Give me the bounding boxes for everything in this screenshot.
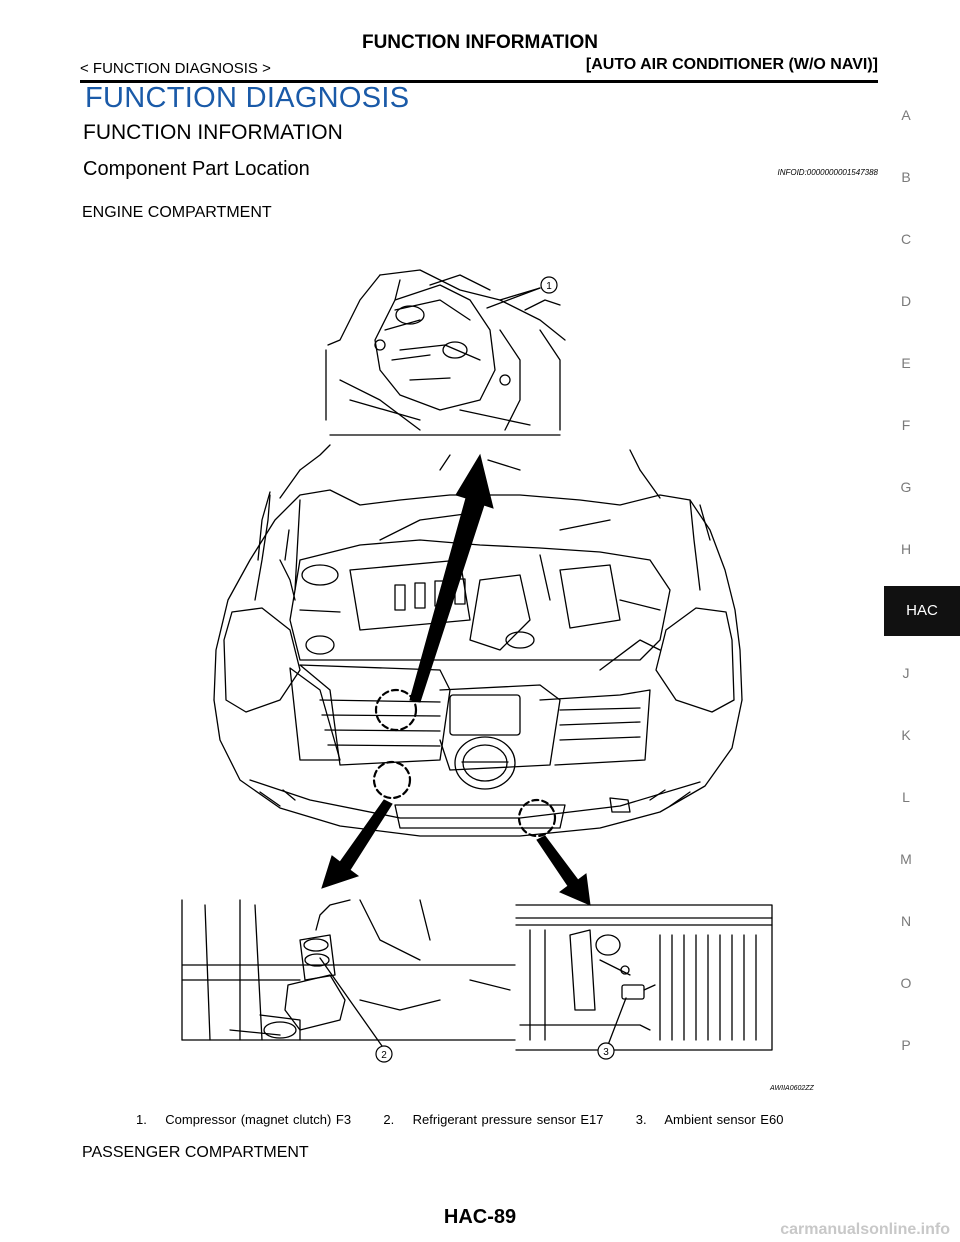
watermark: carmanualsonline.info: [780, 1221, 950, 1238]
side-index-l[interactable]: L: [902, 789, 910, 805]
running-header-right: [AUTO AIR CONDITIONER (W/O NAVI)]: [585, 56, 878, 73]
compressor-inset: [326, 270, 565, 435]
callout-1: 1: [546, 281, 552, 292]
subsection-title: FUNCTION INFORMATION: [83, 121, 343, 144]
pressure-sensor-inset: [182, 900, 515, 1040]
side-index-f[interactable]: F: [901, 417, 911, 433]
callout-3: 3: [603, 1047, 609, 1058]
side-index-hac-active[interactable]: HAC: [884, 586, 960, 636]
side-index-m[interactable]: M: [900, 851, 912, 867]
running-header-title: FUNCTION INFORMATION: [361, 32, 599, 53]
figure-code: AWIIA0602ZZ: [770, 1085, 814, 1092]
side-index-n[interactable]: N: [900, 913, 912, 929]
running-header-left: < FUNCTION DIAGNOSIS >: [80, 60, 271, 77]
page-number: HAC-89: [443, 1206, 517, 1228]
side-index-o[interactable]: O: [900, 975, 912, 991]
topic-title: Component Part Location: [83, 158, 310, 180]
figure-caption: 1. Compressor (magnet clutch) F3 2. Refrigerant pressure sensor E17 3. Ambient sensor E60: [136, 1112, 784, 1127]
side-index-b[interactable]: B: [901, 169, 911, 185]
side-index-h[interactable]: H: [900, 541, 912, 557]
side-index-g[interactable]: G: [900, 479, 912, 495]
side-index-a[interactable]: A: [901, 107, 911, 123]
side-index-c[interactable]: C: [900, 231, 912, 247]
ambient-sensor-inset: [516, 905, 772, 1050]
passenger-compartment-label: PASSENGER COMPARTMENT: [82, 1144, 309, 1161]
side-index-d[interactable]: D: [900, 293, 912, 309]
engine-compartment-label: ENGINE COMPARTMENT: [82, 204, 272, 221]
side-index-e[interactable]: E: [901, 355, 911, 371]
side-index-j[interactable]: J: [902, 665, 910, 681]
callout-2: 2: [381, 1050, 387, 1061]
info-id: INFOID:0000000001547388: [777, 168, 878, 177]
section-title: FUNCTION DIAGNOSIS: [85, 82, 410, 114]
side-index-k[interactable]: K: [901, 727, 911, 743]
side-index-p[interactable]: P: [901, 1037, 911, 1053]
